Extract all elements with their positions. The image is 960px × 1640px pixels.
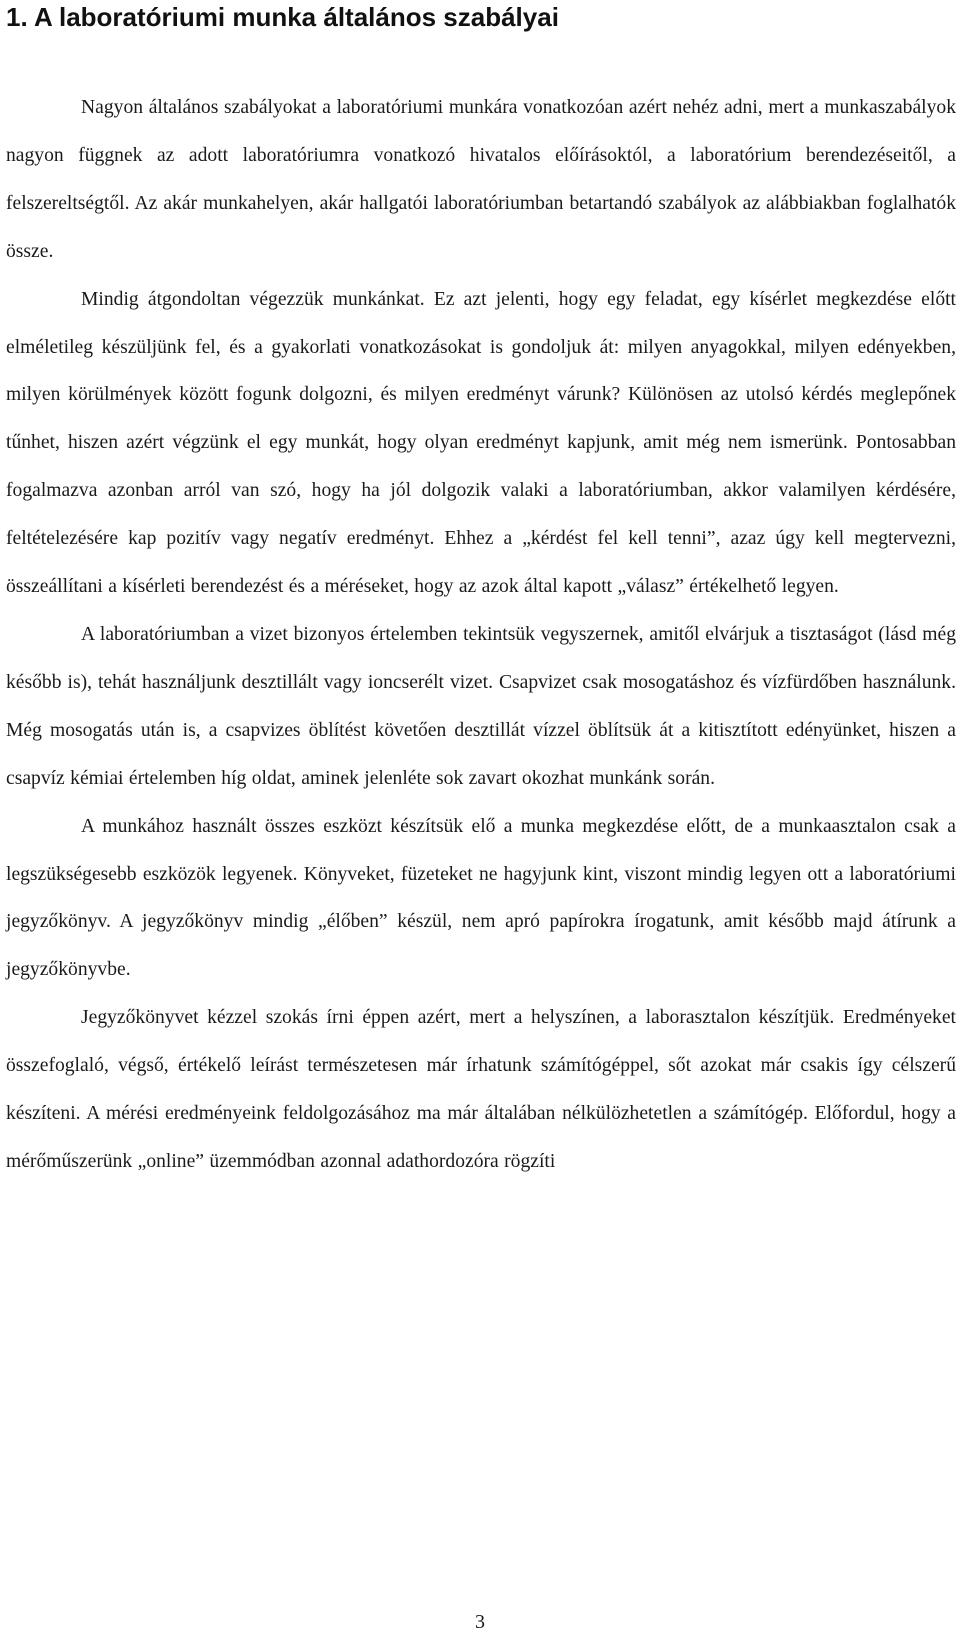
section-heading: 1. A laboratóriumi munka általános szabályai	[6, 2, 559, 32]
body-text	[6, 84, 956, 1186]
page-number: 3	[475, 1611, 485, 1633]
paragraph-1: Nagyon általános szabályokat a laboratóriumi munkára vonatkozóan azért nehéz adni, mert a munkaszabályok nagyon függnek az adott laboratóriumra vonatkozó hivatalos előírásoktól, a laboratórium berendezéseitől, a felszereltségtől. Az akár munkahelyen, akár hallgatói laboratóriumban betartandó szabályok az alábbiakban foglalhatók össze.	[6, 97, 956, 262]
paragraph-4: A munkához használt összes eszközt készítsük elő a munka megkezdése előtt, de a munkaasztalon csak a legszükségesebb eszközök legyenek. Könyveket, füzeteket ne hagyjunk kint, viszont mindig legyen ott a laboratóriumi jegyzőkönyv. A jegyzőkönyv mindig „élőben” készül, nem apró papírokra írogatunk, amit később majd átírunk a jegyzőkönyvbe.	[6, 815, 956, 981]
paragraph-5: Jegyzőkönyvet kézzel szokás írni éppen azért, mert a helyszínen, a laborasztalon készítjük. Eredményeket összefoglaló, végső, értékelő leírást természetesen már írhatunk számítógéppel, sőt azokat már csakis így célszerű készíteni. A mérési eredményeink feldolgozásához ma már általában nélkülözhetetlen a számítógép. Előfordul, hogy a mérőműszerünk „online” üzemmódban azonnal adathordozóra rögzíti	[6, 1007, 956, 1172]
paragraph-3: A laboratóriumban a vizet bizonyos értelemben tekintsük vegyszernek, amitől elvárjuk a tisztaságot (lásd még később is), tehát használjunk desztillált vagy ioncserélt vizet. Csapvizet csak mosogatáshoz és vízfürdőben használunk. Még mosogatás után is, a csapvizes öblítést követően desztillát vízzel öblítsük át a kitisztított edényünket, hiszen a csapvíz kémiai értelemben híg oldat, aminek jelenléte sok zavart okozhat munkánk során.	[6, 623, 956, 789]
paragraph-2: Mindig átgondoltan végezzük munkánkat. Ez azt jelenti, hogy egy feladat, egy kísérlet megkezdése előtt elméletileg készüljünk fel, és a gyakorlati vonatkozásokat is gondoljuk át: milyen anyagokkal, milyen edényekben, milyen körülmények között fogunk dolgozni, és milyen eredményt várunk? Különösen az utolsó kérdés meglepőnek tűnhet, hiszen azért végzünk el egy munkát, hogy olyan eredményt kapjunk, amit még nem ismerünk. Pontosabban fogalmazva azonban arról van szó, hogy ha jól dolgozik valaki a laboratóriumban, akkor valamilyen kérdésére, feltételezésére kap pozitív vagy negatív eredményt. Ehhez a „kérdést fel kell tenni”, azaz úgy kell megtervezni, összeállítani a kísérleti berendezést és a méréseket, hogy az azok által kapott „válasz” értékelhető legyen.	[6, 288, 956, 598]
